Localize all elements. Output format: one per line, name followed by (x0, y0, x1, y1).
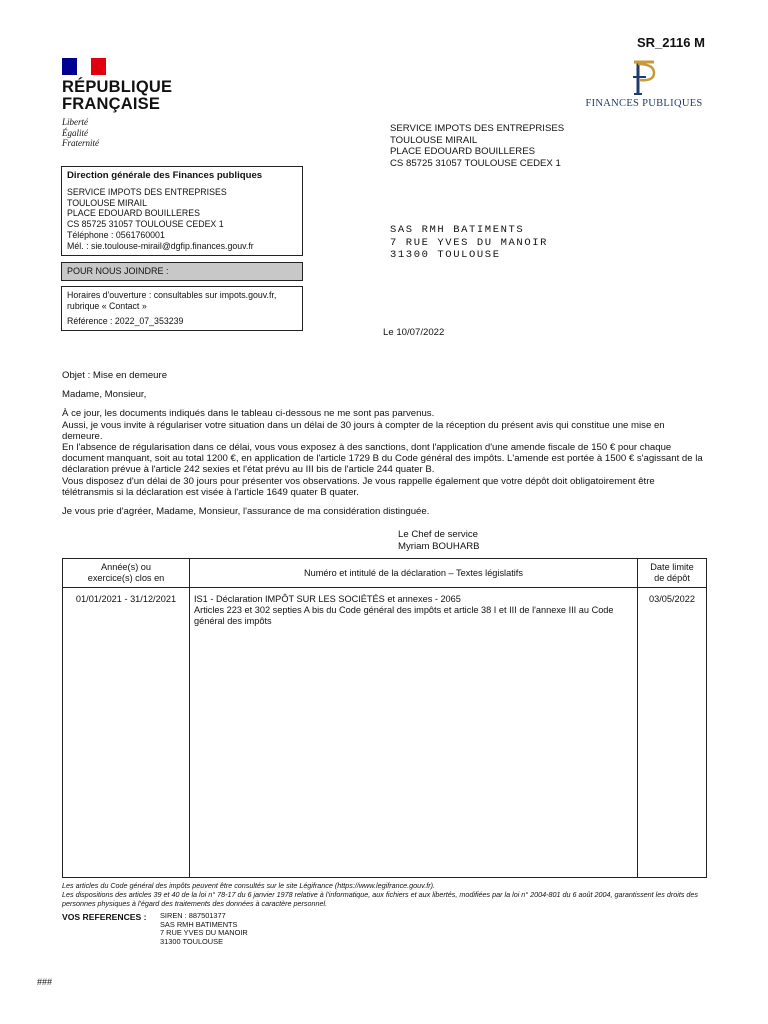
column-header-declaration: Numéro et intitulé de la déclaration – Textes législatifs (190, 559, 638, 588)
missing-declarations-table (62, 558, 707, 878)
row-declaration (190, 588, 638, 878)
declaration-texts: Articles 223 et 302 septies A bis du Code général des impôts et article 38 I et III de l'annexe III au Code général des impôts (194, 605, 614, 626)
finances-publiques-text: FINANCES PUBLIQUES (585, 98, 703, 109)
contact-label-box: POUR NOUS JOINDRE : (61, 262, 303, 281)
letter-closing: Je vous prie d'agréer, Madame, Monsieur, l'assurance de ma considération distinguée. (62, 506, 430, 518)
signature-role: Le Chef de service (398, 529, 478, 540)
vos-references-details: SIREN : 887501377 SAS RMH BATIMENTS 7 RUE YVES DU MANOIR 31300 TOULOUSE (160, 911, 248, 947)
recipient-address: SAS RMH BATIMENTS 7 RUE YVES DU MANOIR 31300 TOULOUSE (390, 224, 549, 261)
vos-references-label: VOS REFERENCES : (62, 912, 147, 922)
letter-object: Objet : Mise en demeure (62, 370, 168, 381)
letter-paragraph: Vous disposez d'un délai de 30 jours pour présenter vos observations. Je vous rappelle également que votre dépôt doit obligatoirement être télétransmis si la déclaration est visée à l'article 1649 quater B quater. (62, 475, 655, 498)
page-marker: ### (37, 977, 53, 987)
republic-motto: Liberté Égalité Fraternité (62, 117, 99, 148)
letter-body (62, 370, 707, 517)
declaration-title: IS1 - Déclaration IMPÔT SUR LES SOCIÉTÉS et annexes - 2065 (194, 594, 461, 604)
opening-hours-box: Horaires d'ouverture : consultables sur impots.gouv.fr, rubrique « Contact » Référence : 2022_07_353239 (61, 286, 303, 331)
republique-francaise-logo (62, 58, 172, 149)
french-flag-icon (62, 58, 106, 75)
table-header-row (63, 559, 707, 588)
letter-date: Le 10/07/2022 (383, 327, 445, 338)
legal-footnotes: Les articles du Code général des impôts peuvent être consultés sur le site Légifrance (https://www.legifrance.gouv.fr). Les dispositions des articles 39 et 40 de la loi n° 78-17 du 6 janvier 1978 relative à l'informatique, aux fichiers et aux libertés, modifiées par la loi n° 2004-801 du 6 août 2004, garantissent les droits des personnes physiques à l'égard des traitements des données à caractère personnel. (62, 881, 699, 908)
finances-publiques-emblem-icon (624, 58, 664, 96)
dgfip-contact-box: Direction générale des Finances publiques SERVICE IMPOTS DES ENTREPRISES TOULOUSE MIRAIL PLACE EDOUARD BOUILLERES CS 85725 31057 TOULOUSE CEDEX 1 Téléphone : 0561760001 Mél. : sie.toulouse-mirail@dgfip.finances.gouv.fr (61, 166, 303, 256)
dgfip-phone: Téléphone : 0561760001 (67, 229, 165, 240)
signature-name: Myriam BOUHARB (398, 540, 480, 552)
column-header-deadline: Date limite de dépôt (638, 559, 707, 588)
republic-name: RÉPUBLIQUE FRANÇAISE (62, 78, 173, 113)
signature (398, 529, 480, 552)
letter-paragraph: À ce jour, les documents indiqués dans le tableau ci-dessous ne me sont pas parvenus. (62, 408, 435, 420)
letter-paragraph: En l'absence de régularisation dans ce délai, vous vous exposez à des sanctions, dont l'application d'une amende fiscale de 150 € pour chaque document manquant, soit au total 1200 €, en application de l'article 1729 B du Code général des impôts. L'amende est portée à 1500 € s'agissant de la déclaration prévue à l'article 242 sexies et l'état prévu au III bis de l'article 244 quater B. (62, 442, 703, 476)
letter-salutation: Madame, Monsieur, (62, 389, 147, 401)
reference-number: Référence : 2022_07_353239 (67, 316, 184, 326)
column-header-years: Année(s) ou exercice(s) clos en (63, 559, 190, 588)
finances-publiques-logo (583, 58, 705, 109)
siren-number: SIREN : 887501377 (160, 911, 226, 920)
row-deadline: 03/05/2022 (638, 588, 707, 878)
dgfip-email: Mél. : sie.toulouse-mirail@dgfip.finances.gouv.fr (67, 240, 254, 251)
form-code: SR_2116 M (637, 35, 705, 50)
dgfip-title: Direction générale des Finances publiques (67, 170, 263, 181)
table-row (63, 588, 707, 878)
sender-address: SERVICE IMPOTS DES ENTREPRISES TOULOUSE MIRAIL PLACE EDOUARD BOUILLERES CS 85725 31057 TOULOUSE CEDEX 1 (390, 123, 565, 169)
letter-paragraph: Aussi, je vous invite à régulariser votre situation dans un délai de 30 jours à compter de la réception du présent avis qui constitue une mise en demeure. (62, 419, 665, 442)
row-period: 01/01/2021 - 31/12/2021 (63, 588, 190, 878)
